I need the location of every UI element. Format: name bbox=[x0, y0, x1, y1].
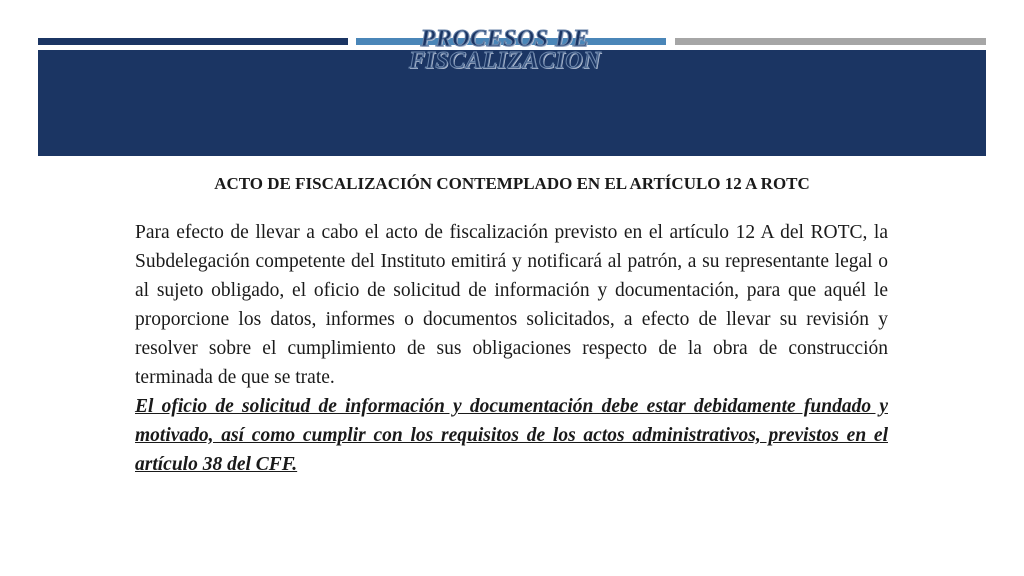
slide-title bbox=[360, 28, 650, 72]
emphasis-paragraph: El oficio de solicitud de información y documentación debe estar debidamente fundado y motivado, así como cumplir con los requisitos de los actos administrativos, previstos en el artículo 38 del CFF. bbox=[135, 396, 888, 475]
top-accent-bar-navy bbox=[38, 38, 348, 45]
slide-title-line-2: FISCALIZACION bbox=[409, 48, 601, 74]
slide-body bbox=[135, 218, 888, 479]
slide-title-line-1: PROCESOS DE bbox=[420, 26, 590, 52]
section-heading: ACTO DE FISCALIZACIÓN CONTEMPLADO EN EL ARTÍCULO 12 A ROTC bbox=[214, 174, 810, 193]
body-paragraph: Para efecto de llevar a cabo el acto de fiscalización previsto en el artículo 12 A del ROTC, la Subdelegación competente del Instituto emitirá y notificará al patrón, a su representante legal o al sujeto obligado, el oficio de solicitud de información y documentación, para que aquél le proporcione los datos, informes o documentos solicitados, a efecto de llevar su revisión y resolver sobre el cumplimiento de sus obligaciones respecto de la obra de construcción terminada de que se trate. bbox=[135, 222, 888, 388]
top-accent-bar-gray bbox=[675, 38, 986, 45]
